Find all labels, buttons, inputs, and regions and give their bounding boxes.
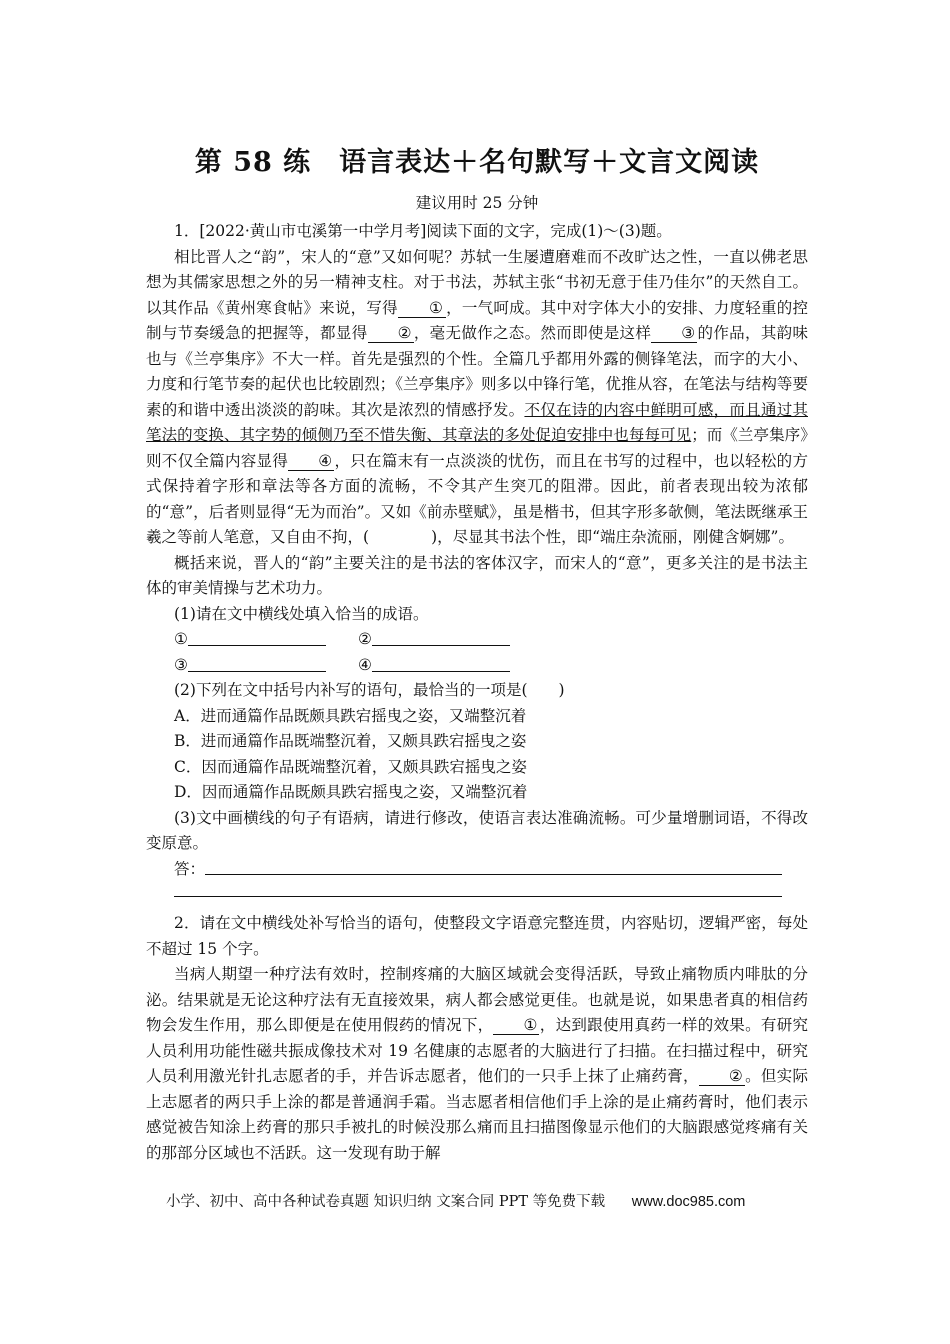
question-2-intro: 2．请在文中横线处补写恰当的语句，使整段文字语意完整连贯，内容贴切，逻辑严密，每处不超过 15 个字。 bbox=[146, 914, 808, 958]
question-1-intro: 1．[2022·黄山市屯溪第一中学月考]阅读下面的文字，完成(1)～(3)题。 bbox=[174, 222, 672, 240]
fill-label-3: ③ bbox=[174, 655, 188, 674]
footer-text: 小学、初中、高中各种试卷真题 知识归纳 文案合同 PPT 等免费下载 bbox=[166, 1194, 606, 1210]
question-1-passage-paragraph-1: 相比晋人之“韵”，宋人的“意”又如何呢？苏轼一生屡遭磨难而不改旷达之性，一直以佛老思想为其儒家思想之外的另一精神支柱。对于书法，苏轼主张“书初无意于佳乃佳尔”的天然自工。以其作品《黄州寒食帖》来说，写得 ① ，一气呵成。其中对字体大小的安排、力度轻重的控制与节奏缓急的把握等，都显得 ② ，毫无做作之态。然而即使是这样 ③ 的作品，其韵味也与《兰亭集序》不大一样。首先是强烈的个性。全篇几乎都用外露的侧锋笔法，而字的大小、力度和行笔节奏的起伏也比较剧烈；《兰亭集序》则多以中锋行笔，优推从容，在笔法与结构等要素的和谐中透出淡淡的韵味。其次是浓烈的情感抒发。不仅在诗的内容中鲜明可感，而且通过其笔法的变换、其字势的倾侧乃至不惜失衡、其章法的多处促迫安排中也每每可见；而《兰亭集序》则不仅全篇内容显得 ④ ，只在篇末有一点淡淡的忧伤，而且在书写的过程中，也以轻松的方式保持着字形和章法等各方面的流畅，不令其产生突兀的阻滞。因此，前者表现出较为浓郁的“意”，后者则显得“无为而治”。又如《前赤壁赋》，虽是楷书，但其字形多欹侧，笔法既继承王羲之等前人笔意，又自由不拘，( )，尽显其书法个性，即“端庄杂流丽，刚健含婀娜”。 bbox=[146, 247, 808, 546]
q2-blank-2[interactable]: ② bbox=[699, 1067, 745, 1086]
answer-line-2[interactable] bbox=[174, 882, 782, 897]
footer bbox=[166, 1190, 753, 1211]
option-d[interactable]: D．因而通篇作品既颇具跌宕摇曳之姿，又端整沉着 bbox=[174, 783, 528, 801]
fill-answer-1[interactable] bbox=[188, 627, 326, 646]
fill-row-2 bbox=[146, 653, 808, 679]
answer-label: 答： bbox=[174, 859, 206, 878]
option-c[interactable]: C．因而通篇作品既端整沉着，又颇具跌宕摇曳之姿 bbox=[174, 757, 527, 776]
question-2-passage: 当病人期望一种疗法有效时，控制疼痛的大脑区域就会变得活跃，导致止痛物质内啡肽的分泌。结果就是无论这种疗法有无直接效果，病人都会感觉更佳。也就是说，如果患者真的相信药物会发生作用，那么即便是在使用假药的情况下， ① ，达到跟使用真药一样的效果。有研究人员利用功能性磁共振成像技术对 19 名健康的志愿者的大脑进行了扫描。在扫描过程中，研究人员利用激光针扎志愿者的手，并告诉志愿者，他们的一只手上抹了止痛药膏， ② 。但实际上志愿者的两只手上涂的都是普通润手霜。当志愿者相信他们手上涂的是止痛药膏时，他们表示感觉被告知涂上药膏的那只手被扎的时候没那么痛而且扫描图像显示他们的大脑跟感觉疼痛有关的那部分区域也不活跃。这一发现有助于解 bbox=[146, 965, 808, 1162]
underlined-sentence: 不仅在诗的内容中鲜明可感，而且通过其笔法的变换、其字势的倾侧乃至不惜失衡、其章法的多处促迫安排中也每每可见 bbox=[146, 400, 808, 444]
blank-4[interactable]: ④ bbox=[288, 452, 334, 471]
footer-url[interactable]: www.doc985.com bbox=[631, 1194, 746, 1210]
option-b[interactable]: B．进而通篇作品既端整沉着，又颇具跌宕摇曳之姿 bbox=[174, 732, 527, 750]
option-a[interactable]: A．进而通篇作品既颇具跌宕摇曳之姿，又端整沉着 bbox=[174, 706, 527, 725]
fill-answer-4[interactable] bbox=[372, 653, 510, 672]
sub-question-1: (1)请在文中横线处填入恰当的成语。 bbox=[174, 604, 429, 623]
blank-2[interactable]: ② bbox=[368, 324, 414, 343]
document-body bbox=[146, 140, 808, 1166]
fill-label-1: ① bbox=[174, 630, 188, 648]
fill-answer-2[interactable] bbox=[372, 627, 510, 646]
sub-question-3: (3)文中画横线的句子有语病，请进行修改，使语言表达准确流畅。可少量增删词语，不得改变原意。 bbox=[146, 808, 808, 852]
question-1-passage-paragraph-2: 概括来说，晋人的“韵”主要关注的是书法的客体汉字，而宋人的“意”，更多关注的是书法主体的审美情操与艺术功力。 bbox=[146, 553, 808, 597]
fill-row-1 bbox=[146, 627, 808, 653]
page-title: 第 58 练 语言表达＋名句默写＋文言文阅读 bbox=[194, 147, 760, 178]
answer-row bbox=[146, 857, 808, 883]
blank-1[interactable]: ① bbox=[398, 299, 446, 318]
fill-answer-3[interactable] bbox=[188, 653, 326, 672]
fill-label-2: ② bbox=[358, 630, 372, 648]
blank-3[interactable]: ③ bbox=[651, 324, 697, 343]
fill-label-4: ④ bbox=[358, 655, 372, 674]
q2-blank-1[interactable]: ① bbox=[493, 1016, 539, 1035]
sub-question-2: (2)下列在文中括号内补写的语句，最恰当的一项是( ) bbox=[174, 681, 565, 699]
answer-line-1[interactable] bbox=[205, 857, 782, 875]
time-suggestion: 建议用时 25 分钟 bbox=[415, 194, 539, 212]
